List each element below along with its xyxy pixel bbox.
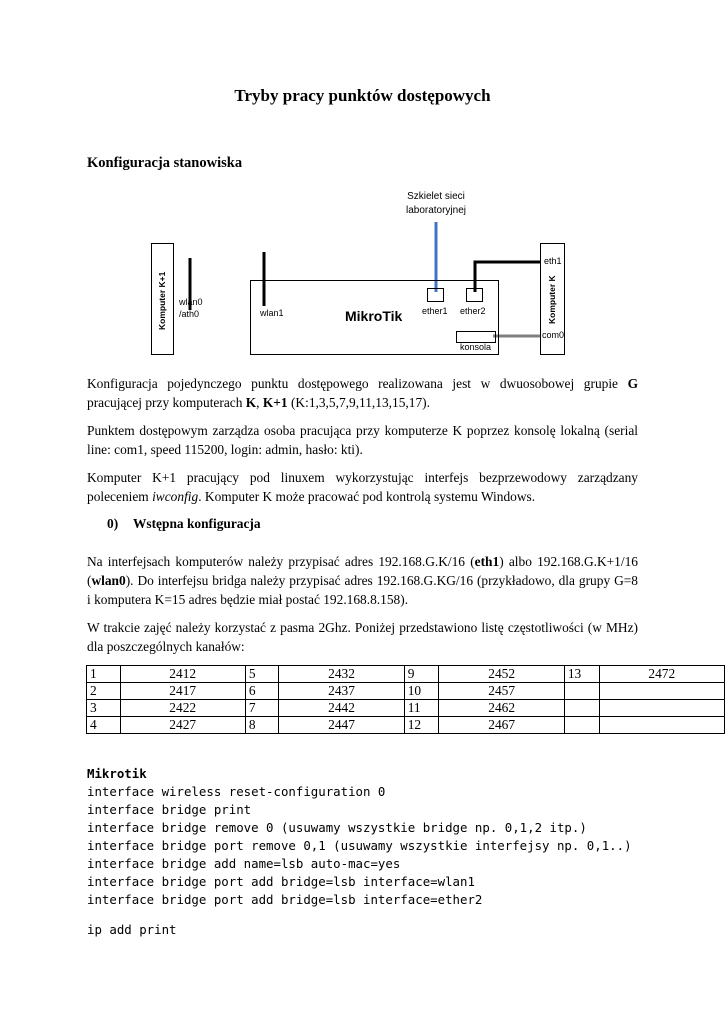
table-row: [87, 717, 725, 734]
para1-group-letter: G: [627, 376, 638, 391]
channel-number-cell: 5: [245, 666, 279, 683]
para4-wlan0: wlan0: [91, 573, 126, 588]
frequency-cell: 2447: [279, 717, 404, 734]
paragraph-frequencies: W trakcie zajęć należy korzystać z pasma 2Ghz. Poniżej przedstawiono listę częstotliwości (w MHz) dla poszczególnych kanałów:: [87, 620, 638, 654]
code-line: interface bridge port add bridge=lsb interface=ether2: [87, 892, 483, 907]
frequency-cell: 2422: [120, 700, 245, 717]
diagram-lines: [0, 0, 725, 380]
code-line: interface bridge add name=lsb auto-mac=yes: [87, 856, 401, 871]
code-heading: Mikrotik: [87, 766, 147, 781]
wlan1-label: wlan1: [260, 308, 284, 318]
backbone-label: [400, 190, 472, 218]
channel-number-cell: 11: [404, 700, 439, 717]
frequency-cell: [599, 717, 724, 734]
channel-number-cell: [564, 683, 599, 700]
channel-table: [86, 665, 725, 734]
paragraph-console: Punktem dostępowym zarządza osoba pracująca przy komputerze K poprzez konsolę lokalną (serial line: com1, speed 115200, login: admin, hasło: kti).: [87, 423, 638, 457]
channel-number-cell: [564, 700, 599, 717]
frequency-cell: 2417: [120, 683, 245, 700]
frequency-cell: 2452: [439, 666, 564, 683]
code-line: interface bridge print: [87, 802, 252, 817]
subheading-text: Wstępna konfiguracja: [133, 516, 261, 531]
channel-number-cell: 6: [245, 683, 279, 700]
konsola-label: konsola: [460, 342, 492, 352]
channel-number-cell: 8: [245, 717, 279, 734]
para1-sep: ,: [256, 395, 263, 410]
frequency-cell: 2432: [279, 666, 404, 683]
para4-eth1: eth1: [474, 554, 500, 569]
network-diagram: [0, 0, 725, 380]
code-line: interface bridge remove 0 (usuwamy wszystkie bridge np. 0,1,2 itp.): [87, 820, 587, 835]
com0-label: com0: [542, 330, 565, 340]
ether1-port: [427, 288, 444, 302]
channel-number-cell: [564, 717, 599, 734]
channel-number-cell: 2: [87, 683, 121, 700]
mikrotik-label: MikroTik: [345, 308, 403, 324]
computer-k-label: Komputer K: [547, 275, 557, 324]
ether2-eth1-cable: [475, 262, 540, 292]
backbone-label-line1: Szkielet sieci: [407, 191, 465, 202]
table-row: [87, 666, 725, 683]
ether1-label: ether1: [422, 306, 448, 316]
channel-number-cell: 1: [87, 666, 121, 683]
frequency-cell: 2457: [439, 683, 564, 700]
frequency-cell: 2462: [439, 700, 564, 717]
ether2-label: ether2: [460, 306, 486, 316]
frequency-cell: [599, 683, 724, 700]
code-line: interface bridge port remove 0,1 (usuwamy wszystkie interfejsy np. 0,1..): [87, 838, 632, 853]
frequency-cell: 2442: [279, 700, 404, 717]
para3-text1: Komputer K+1 pracujący pod linuxem wykorzystując interfejs bezprzewodowy zarządzany poleceniem: [87, 470, 638, 504]
para4-text2: ) albo 192.168.G.K+1/16 (: [87, 554, 638, 588]
table-row: [87, 700, 725, 717]
mikrotik-box: [250, 280, 499, 355]
frequency-cell: 2427: [120, 717, 245, 734]
subheading: [107, 516, 261, 532]
para3-text2: . Komputer K może pracować pod kontrolą systemu Windows.: [198, 489, 536, 504]
code-line: interface wireless reset-configuration 0: [87, 784, 386, 799]
ath0-label: /ath0: [179, 309, 200, 319]
backbone-label-line2: laboratoryjnej: [405, 205, 467, 216]
channel-number-cell: 4: [87, 717, 121, 734]
table-row: [87, 683, 725, 700]
paragraph-addressing: [87, 552, 638, 609]
frequency-cell: 2412: [120, 666, 245, 683]
para4-text3: ). Do interfejsu bridga należy przypisać adres 192.168.G.KG/16 (przykładowo, dla grupy G=8 i komputera K=15 adres będzie miał postać 192.168.8.158).: [87, 573, 638, 607]
computer-k1-box: [151, 243, 174, 355]
frequency-cell: 2472: [599, 666, 724, 683]
channel-number-cell: 9: [404, 666, 439, 683]
code-block: [87, 783, 632, 909]
wlan0-label: wlan0: [179, 297, 203, 307]
channel-number-cell: 13: [564, 666, 599, 683]
frequency-cell: [599, 700, 724, 717]
frequency-cell: 2467: [439, 717, 564, 734]
channel-number-cell: 10: [404, 683, 439, 700]
computer-k-box: [540, 243, 565, 355]
para3-command: iwconfig: [152, 489, 199, 504]
code-line: interface bridge port add bridge=lsb interface=wlan1: [87, 874, 475, 889]
channel-number-cell: 7: [245, 700, 279, 717]
paragraph-linux: [87, 468, 638, 506]
para1-text1: Konfiguracja pojedynczego punktu dostępowego realizowana jest w dwuosobowej grupie: [87, 376, 628, 391]
code-last-line: ip add print: [87, 922, 177, 937]
ether2-port: [466, 288, 483, 302]
section-heading: Konfiguracja stanowiska: [87, 155, 243, 171]
computer-k1-label: Komputer K+1: [157, 271, 167, 330]
para1-text3: (K:1,3,5,7,9,11,13,15,17).: [287, 395, 430, 410]
page-title: Tryby pracy punktów dostępowych: [234, 86, 491, 105]
paragraph-group-info: [87, 374, 638, 412]
channel-number-cell: 12: [404, 717, 439, 734]
para1-text2: pracującej przy komputerach: [87, 395, 246, 410]
subheading-number: 0): [107, 516, 119, 531]
eth1-label: eth1: [544, 256, 562, 266]
frequency-cell: 2437: [279, 683, 404, 700]
para4-text1: Na interfejsach komputerów należy przypisać adres 192.168.G.K/16 (: [87, 554, 475, 569]
para1-k: K: [245, 395, 257, 410]
konsola-port: [456, 331, 496, 343]
channel-number-cell: 3: [87, 700, 121, 717]
para1-k1: K+1: [262, 395, 288, 410]
